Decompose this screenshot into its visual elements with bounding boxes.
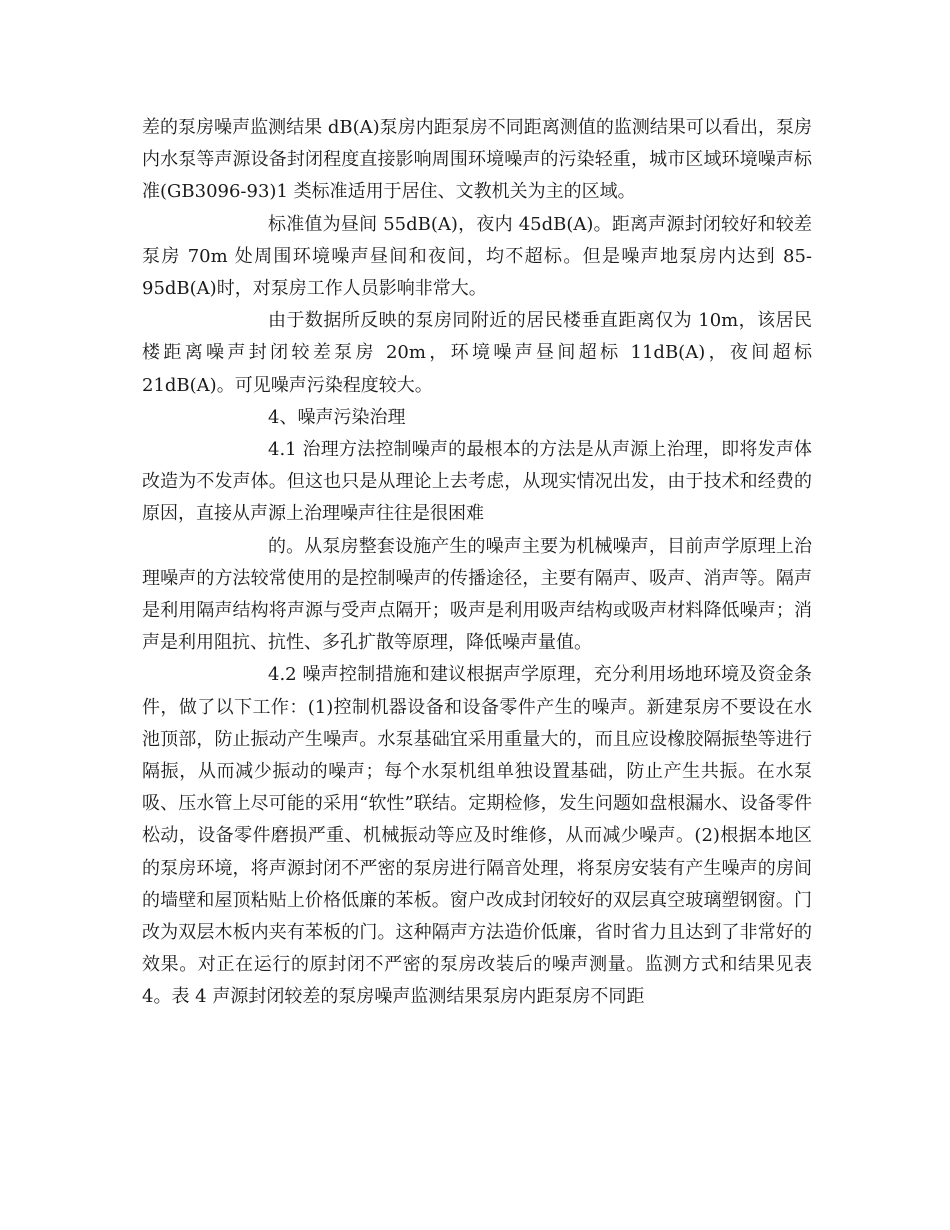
document-body [142, 112, 812, 1014]
paragraph-2: 标准值为昼间 55dB(A)，夜内 45dB(A)。距离声源封闭较好和较差泵房 70m 处周围环境噪声昼间和夜间，均不超标。但是噪声地泵房内达到 85-95dB(A)时，对泵房工作人员影响非常大。 [142, 213, 812, 300]
paragraph-3: 由于数据所反映的泵房同附近的居民楼垂直距离仅为 10m，该居民楼距离噪声封闭较差泵房 20m，环境噪声昼间超标 11dB(A)，夜间超标 21dB(A)。可见噪声污染程度较大。 [142, 310, 812, 396]
paragraph-4-1-cont: 的。从泵房整套设施产生的噪声主要为机械噪声，目前声学原理上治理噪声的方法较常使用的是控制噪声的传播途径，主要有隔声、吸声、消声等。隔声是利用隔声结构将声源与受声点隔开；吸声是利用吸声结构或吸声材料降低噪声；消声是利用阻抗、抗性、多孔扩散等原理，降低噪声量值。 [142, 535, 812, 654]
section-heading: 4、噪声污染治理 [268, 406, 406, 428]
paragraph-4-2: 4.2 噪声控制措施和建议根据声学原理，充分利用场地环境及资金条件，做了以下工作：(1)控制机器设备和设备零件产生的噪声。新建泵房不要设在水池顶部，防止振动产生噪声。水泵基础宜采用重量大的，而且应设橡胶隔振垫等进行隔振，从而减少振动的噪声；每个水泵机组单独设置基础，防止产生共振。在水泵吸、压水管上尽可能的采用“软性”联结。定期检修，发生问题如盘根漏水、设备零件松动，设备零件磨损严重、机械振动等应及时维修，从而减少噪声。(2)根据本地区的泵房环境，将声源封闭不严密的泵房进行隔音处理，将泵房安装有产生噪声的房间的墙壁和屋顶粘贴上价格低廉的苯板。窗户改成封闭较好的双层真空玻璃塑钢窗。门改为双层木板内夹有苯板的门。这种隔声方法造价低廉，省时省力且达到了非常好的效果。对正在运行的原封闭不严密的泵房改装后的噪声测量。监测方式和结果见表 4。表 4 声源封闭较差的泵房噪声监测结果泵房内距泵房不同距 [142, 664, 812, 1008]
paragraph-1: 差的泵房噪声监测结果 dB(A)泵房内距泵房不同距离测值的监测结果可以看出，泵房内水泵等声源设备封闭程度直接影响周围环境噪声的污染轻重，城市区域环境噪声标准(GB3096-93)1 类标准适用于居住、文教机关为主的区域。 [142, 117, 812, 203]
paragraph-4-1: 4.1 治理方法控制噪声的最根本的方法是从声源上治理，即将发声体改造为不发声体。但这也只是从理论上去考虑，从现实情况出发，由于技术和经费的原因，直接从声源上治理噪声往往是很困难 [142, 439, 812, 525]
